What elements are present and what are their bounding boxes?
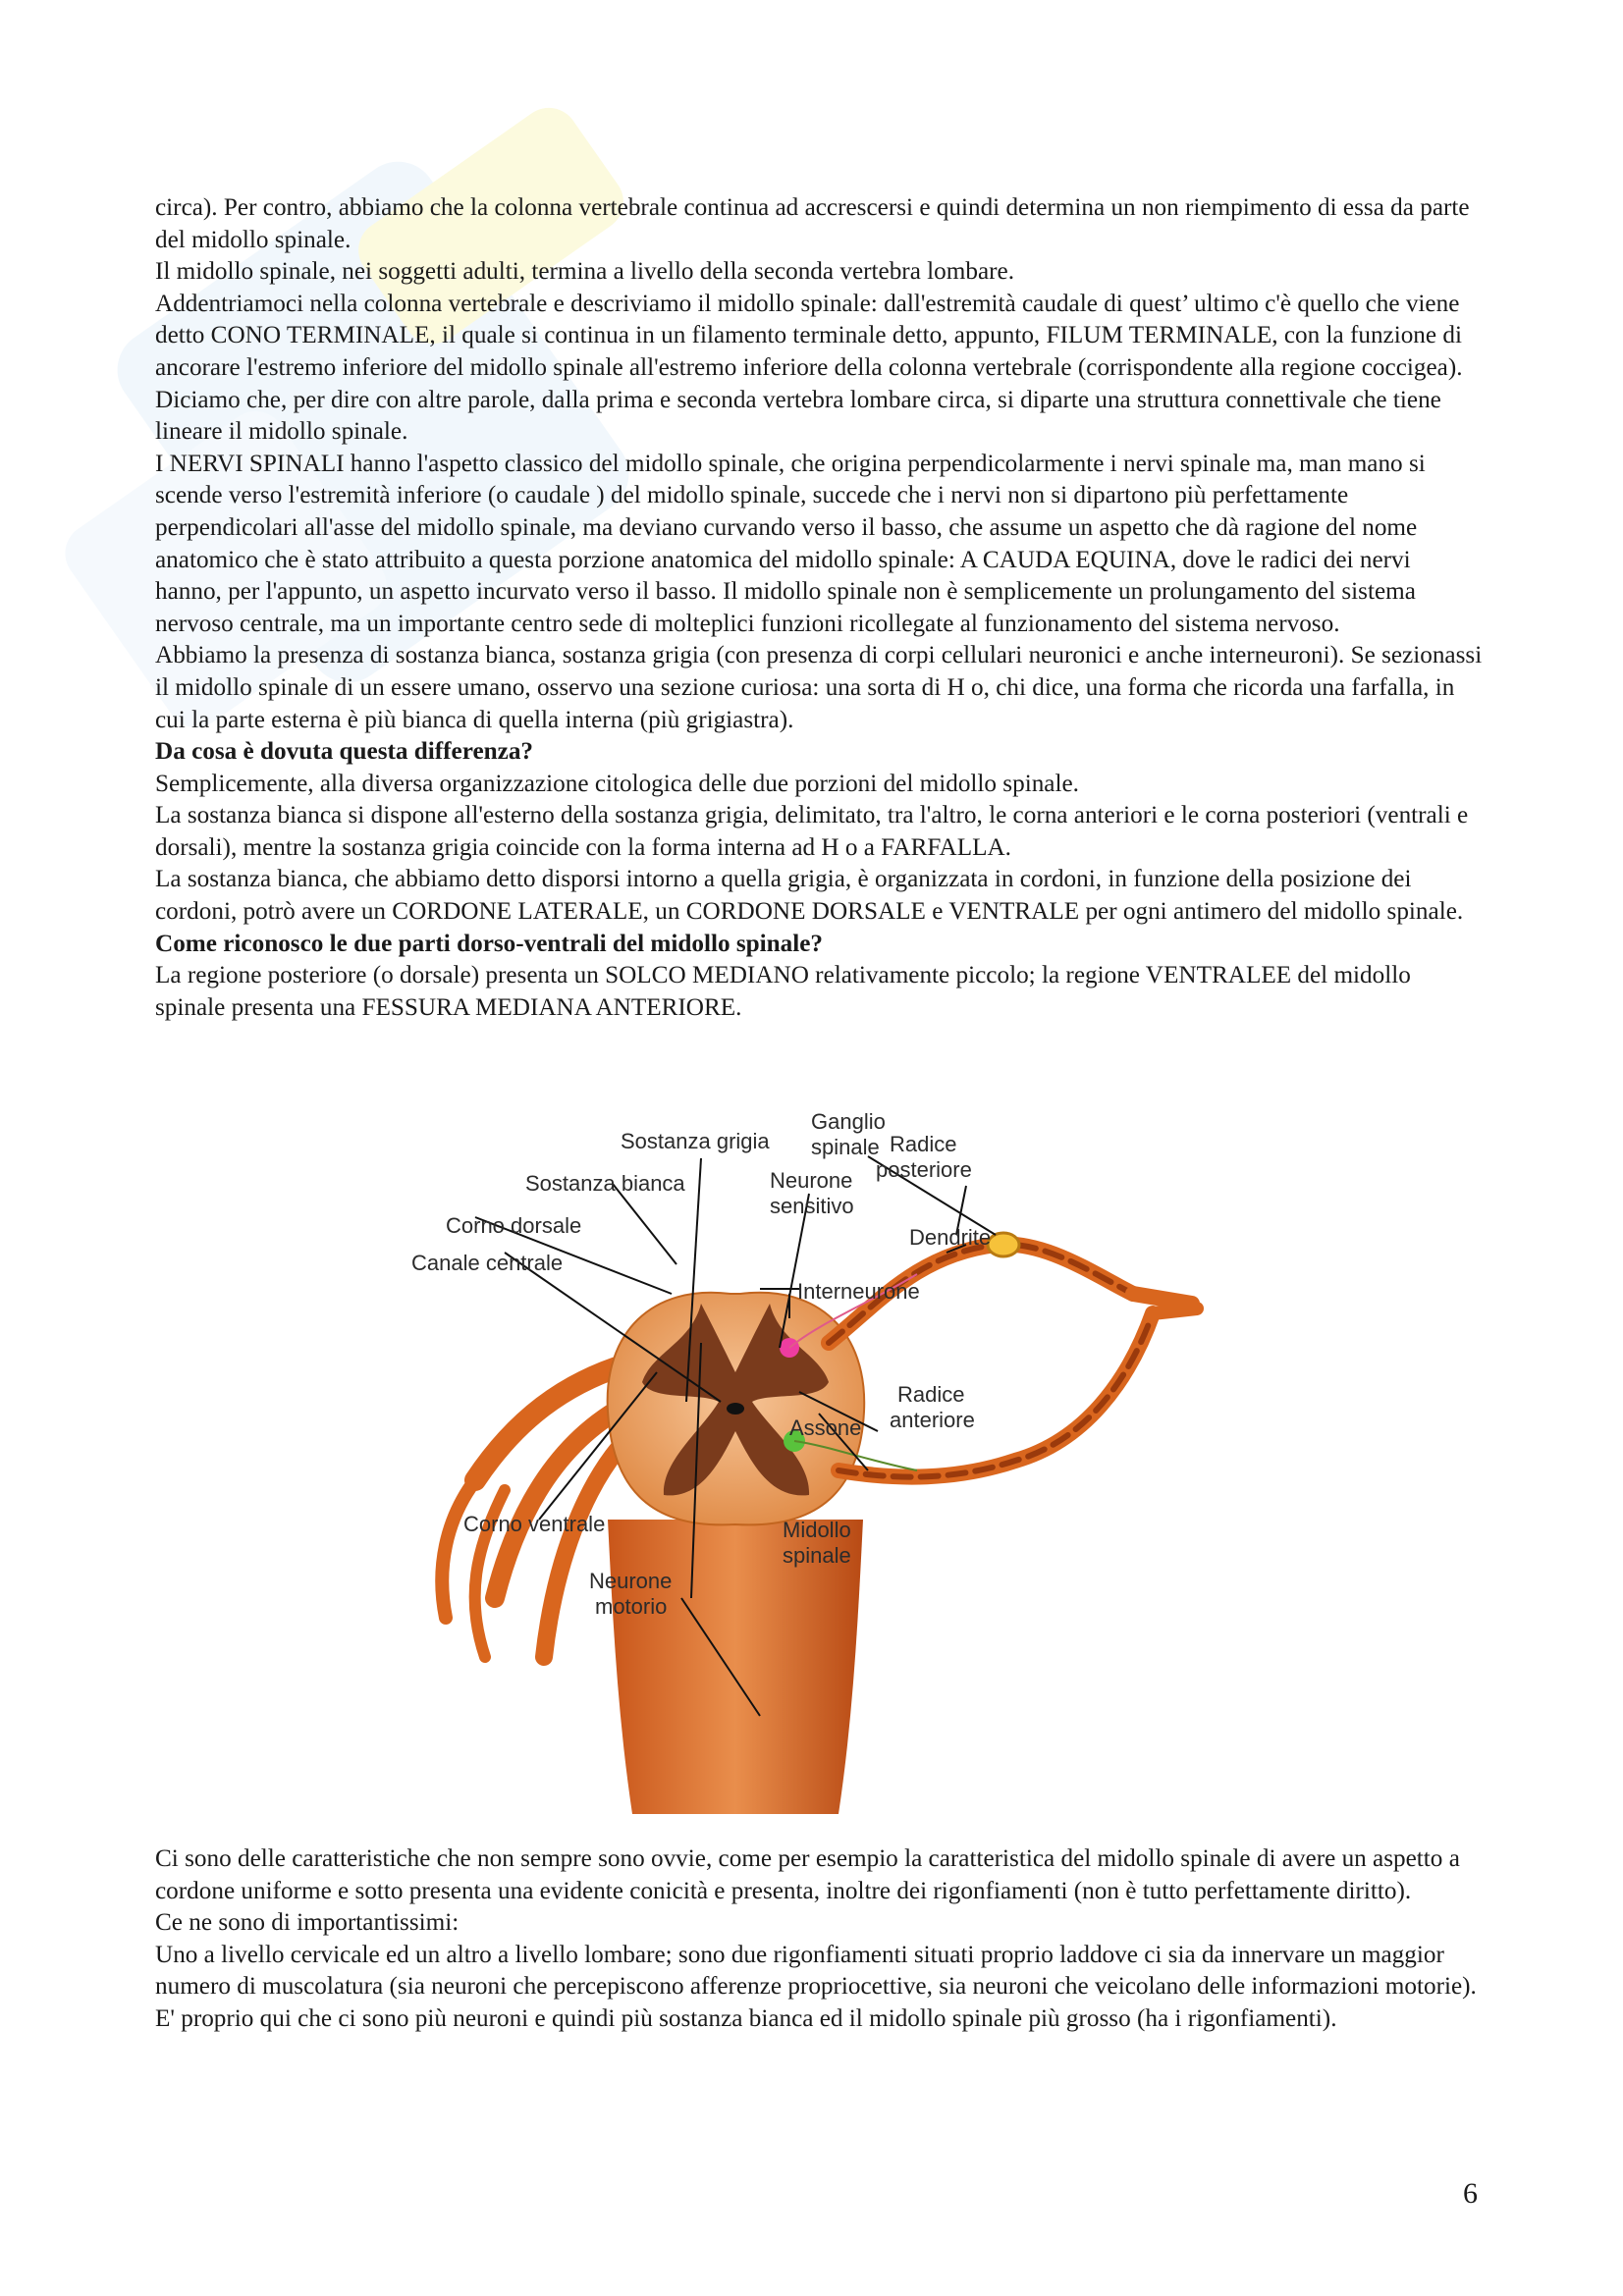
label-radice-post-2: posteriore (876, 1157, 972, 1182)
label-sostanza-bianca: Sostanza bianca (525, 1171, 685, 1196)
paragraph: I NERVI SPINALI hanno l'aspetto classico del midollo spinale, che origina perpendicolarmente i nervi spinale ma, man mano si scende verso l'estremità inferiore (o caudale ) del midollo spinale, succede che i nervi non si dipartono più perfettamente perpendicolari all'asse del midollo spinale, ma deviano curvando verso il basso, che assume un aspetto che dà ragione del nome anatomico che è stato attribuito a questa porzione anatomica del midollo spinale: A CAUDA EQUINA, dove le radici dei nervi hanno, per l'appunto, un aspetto incurvato verso il basso. Il midollo spinale non è semplicemente un prolungamento del sistema nervoso centrale, ma un importante centro sede di molteplici funzioni ricollegate al funzionamento del sistema nervoso. (155, 450, 1426, 637)
paragraph: Addentriamoci nella colonna vertebrale e descriviamo il midollo spinale: dall'estremità caudale di quest’ ultimo c'è quello che viene detto CONO TERMINALE, il quale si continua in un filamento terminale detto, appunto, FILUM TERMINALE, con la funzione di ancorare l'estremo inferiore del midollo spinale all'estremo inferiore della colonna vertebrale (corrispondente alla regione coccigea). (155, 290, 1463, 381)
diagram-svg (406, 1107, 1221, 1834)
label-assone: Assone (789, 1415, 862, 1440)
label-canale-centrale: Canale centrale (411, 1251, 564, 1275)
label-neurone-sensitivo-1: Neurone (770, 1168, 853, 1193)
paragraph: Abbiamo la presenza di sostanza bianca, sostanza grigia (con presenza di corpi cellulari neuronici e anche interneuroni). Se sezionassi il midollo spinale di un essere umano, osservo una sezione curiosa: una sorta di H o, chi dice, una forma che ricorda una farfalla, in cui la parte esterna è più bianca di quella interna (più grigiastra). (155, 642, 1483, 733)
body-text-top (155, 192, 1483, 1024)
label-radice-anteriore-2: anteriore (890, 1408, 975, 1432)
label-neurone-sensitivo-2: sensitivo (770, 1194, 854, 1218)
section-heading: Da cosa è dovuta questa differenza? (155, 738, 534, 766)
label-ganglio-2: spinale (811, 1135, 880, 1159)
paragraph: La regione posteriore (o dorsale) presenta un SOLCO MEDIANO relativamente piccolo; la regione VENTRALEE del midollo spinale presenta una FESSURA MEDIANA ANTERIORE. (155, 962, 1411, 1021)
paragraph: Uno a livello cervicale ed un altro a livello lombare; sono due rigonfiamenti situati proprio laddove ci sia da innervare un maggior numero di muscolatura (sia neuroni che percepiscono afferenze propriocettive, sia neuroni che veicolano delle informazioni motorie). E' proprio qui che ci sono più neuroni e quindi più sostanza bianca ed il midollo spinale più grosso (ha i rigonfiamenti). (155, 1941, 1477, 2032)
paragraph: Semplicemente, alla diversa organizzazione citologica delle due porzioni del midollo spinale. (155, 770, 1079, 797)
section-heading: Come riconosco le due parti dorso-ventrali del midollo spinale? (155, 930, 824, 957)
label-interneurone: Interneurone (797, 1279, 920, 1304)
paragraph: circa). Per contro, abbiamo che la colonna vertebrale continua ad accrescersi e quindi determina un non riempimento di essa da parte del midollo spinale. (155, 194, 1470, 253)
label-radice-post-1: Radice (890, 1132, 957, 1156)
paragraph: Il midollo spinale, nei soggetti adulti, termina a livello della seconda vertebra lombare. (155, 258, 1014, 286)
spinal-ganglion (988, 1233, 1019, 1256)
spinal-cord-diagram (406, 1107, 1221, 1834)
paragraph: La sostanza bianca, che abbiamo detto disporsi intorno a quella grigia, è organizzata in cordoni, in funzione della posizione dei cordoni, potrò avere un CORDONE LATERALE, un CORDONE DORSALE e VENTRALE per ogni antimero del midollo spinale. (155, 866, 1464, 926)
page-number: 6 (1463, 2177, 1478, 2210)
label-neurone-motorio-2: motorio (595, 1594, 668, 1619)
label-midollo-spinale-2: spinale (783, 1543, 851, 1568)
label-corno-dorsale: Corno dorsale (446, 1213, 582, 1238)
label-dendrite: Dendrite (909, 1225, 992, 1250)
paragraph: La sostanza bianca si dispone all'esterno della sostanza grigia, delimitato, tra l'altro, le corna anteriori e le corna posteriori (ventrali e dorsali), mentre la sostanza grigia coincide con la forma interna ad H o a FARFALLA. (155, 802, 1469, 861)
body-text-bottom (155, 1843, 1483, 2036)
label-corno-ventrale: Corno ventrale (463, 1512, 606, 1536)
paragraph: Diciamo che, per dire con altre parole, dalla prima e seconda vertebra lombare circa, si diparte una struttura connettivale che tiene lineare il midollo spinale. (155, 386, 1441, 446)
label-neurone-motorio-1: Neurone (589, 1569, 673, 1593)
label-radice-anteriore-1: Radice (897, 1382, 965, 1407)
label-ganglio-1: Ganglio (811, 1109, 886, 1134)
central-canal (727, 1403, 744, 1415)
label-sostanza-grigia: Sostanza grigia (621, 1129, 770, 1153)
label-midollo-spinale-1: Midollo (783, 1518, 851, 1542)
paragraph: Ci sono delle caratteristiche che non sempre sono ovvie, come per esempio la caratteristica del midollo spinale di avere un aspetto a cordone uniforme e sotto presenta una evidente conicità e presenta, inoltre dei rigonfiamenti (non è tutto perfettamente diritto). (155, 1845, 1460, 1904)
paragraph: Ce ne sono di importantissimi: (155, 1909, 460, 1937)
